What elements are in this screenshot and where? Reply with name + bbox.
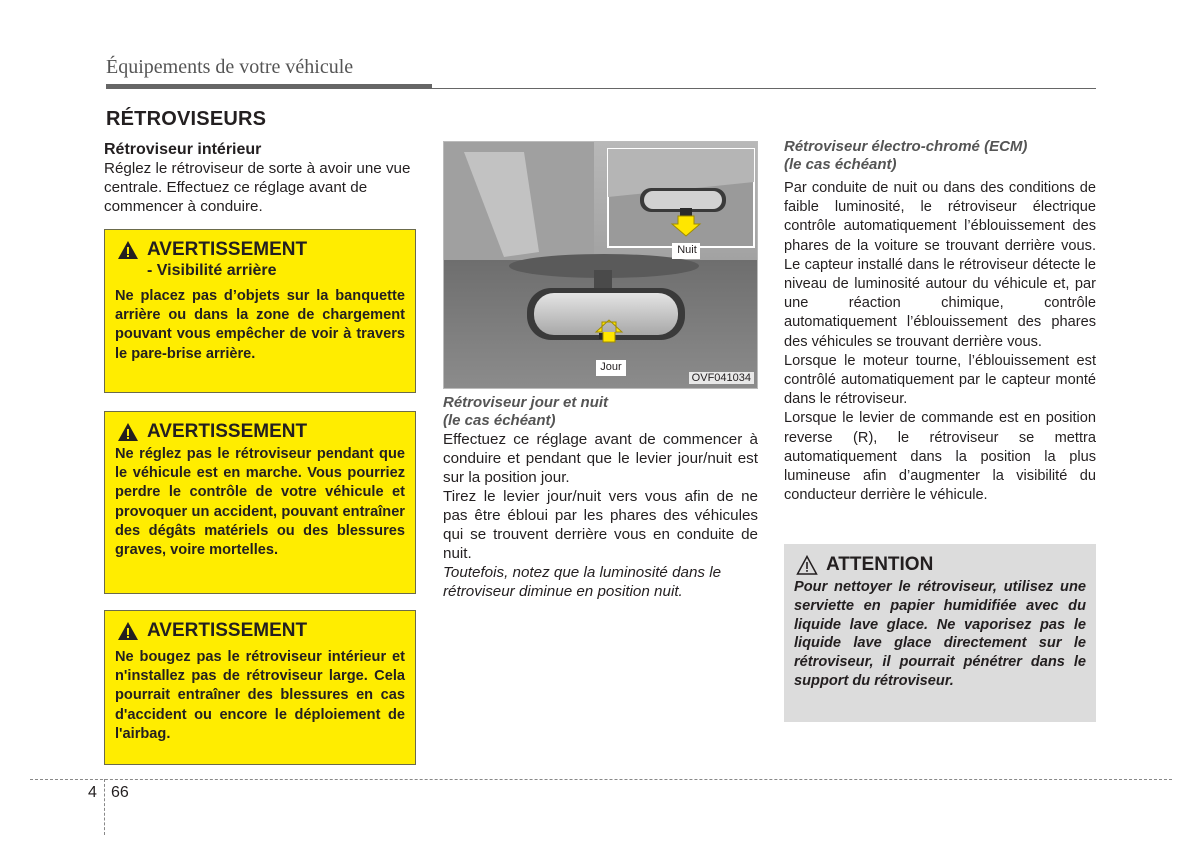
warning-text: Ne placez pas d’objets sur la banquette arrière ou dans la zone de chargement pouvant vous empêcher de voir à travers le pare-brise arrière. <box>115 288 405 362</box>
warning-box-mirror-install <box>104 610 416 765</box>
paragraph: Effectuez ce réglage avant de commencer à conduire et pendant que le levier jour/nuit est sur la position jour. <box>443 431 758 486</box>
footer-rule <box>30 779 1172 780</box>
warning-heading <box>115 239 405 261</box>
day-label: Jour <box>600 361 622 373</box>
warning-box-driving <box>104 411 416 594</box>
caption-title: Rétroviseur jour et nuit <box>443 394 609 411</box>
section-title: RÉTROVISEURS <box>106 108 267 130</box>
warning-box-visibility <box>104 229 416 393</box>
warning-triangle-icon <box>117 422 139 442</box>
ecm-subtitle: (le cas échéant) <box>784 156 897 173</box>
mirror-photo <box>444 142 758 389</box>
page-header-title: Équipements de votre véhicule <box>106 56 354 78</box>
column-left <box>104 140 418 216</box>
warning-triangle-icon <box>117 621 139 641</box>
note-paragraph: Toutefois, notez que la luminosité dans le rétroviseur diminue en position nuit. <box>443 564 722 600</box>
header-rule-thin <box>432 88 1096 89</box>
night-label: Nuit <box>677 244 697 256</box>
caution-triangle-icon <box>796 555 818 575</box>
page-number: 66 <box>111 784 129 801</box>
warning-heading <box>115 620 405 642</box>
warning-triangle-icon <box>117 240 139 260</box>
warning-text: Ne réglez pas le rétroviseur pendant que le véhicule est en marche. Vous pourriez perdre le contrôle de votre véhicule et provoquer un accident, pouvant entraîner des dégâts matériels ou des blessures graves, voire mortelles. <box>115 446 405 559</box>
warning-heading <box>115 421 405 443</box>
warning-title: AVERTISSEMENT <box>147 239 308 260</box>
warning-title: AVERTISSEMENT <box>147 421 308 442</box>
attention-text: Pour nettoyer le rétroviseur, utilisez une serviette en papier humidifiée avec du liquide lave glace. Ne vaporisez pas le liquide lave glace directement sur le rétroviseur, il pourrait pénétrer dans le support du rétroviseur. <box>794 579 1086 689</box>
attention-box <box>784 544 1096 722</box>
column-middle <box>443 394 758 601</box>
paragraph: Tirez le levier jour/nuit vers vous afin de ne pas être ébloui par les phares des véhicules qui se trouvent derrière vous en conduite de nuit. <box>443 488 758 562</box>
column-right <box>784 138 1096 505</box>
warning-text: Ne bougez pas le rétroviseur intérieur et n'installez pas de rétroviseur large. Cela pourrait entraîner des blessures en cas d'accident ou encore le déploiement de l'airbag. <box>115 649 405 742</box>
paragraph: Lorsque le moteur tourne, l’éblouissement est contrôlé automatiquement par le capteur monté dans le rétroviseur. <box>784 352 1096 408</box>
subsection-title: Rétroviseur intérieur <box>104 141 262 158</box>
footer-divider <box>104 779 105 835</box>
attention-title: ATTENTION <box>826 554 934 575</box>
figure-code: OVF041034 <box>689 372 754 384</box>
intro-paragraph: Réglez le rétroviseur de sorte à avoir une vue centrale. Effectuez ce réglage avant de commencer à conduire. <box>104 160 411 215</box>
caption-subtitle: (le cas échéant) <box>443 412 556 429</box>
warning-title: AVERTISSEMENT <box>147 620 308 641</box>
chapter-number: 4 <box>88 784 97 801</box>
header-rule-thick <box>106 84 432 89</box>
warning-subtitle: - Visibilité arrière <box>147 262 277 279</box>
ecm-title: Rétroviseur électro-chromé (ECM) <box>784 138 1028 155</box>
attention-heading <box>794 552 1086 578</box>
paragraph: Lorsque le levier de commande est en position reverse (R), le rétroviseur se mettra automatiquement dans la position la plus lumineuse afin d’augmenter la visibilité du conducteur derrière le véhicule. <box>784 410 1096 504</box>
mirror-illustration <box>443 141 758 389</box>
paragraph: Par conduite de nuit ou dans des conditions de faible luminosité, le rétroviseur électrique contrôle automatiquement l’éblouissement des phares de la voiture se trouvant derrière vous. Le capteur installé dans le rétroviseur détecte le niveau de luminosité autour du véhicule et, par une réaction chimique, contrôle automatiquement l’éblouissement des phares des véhicules se trouvant derrière vous. <box>784 180 1096 350</box>
